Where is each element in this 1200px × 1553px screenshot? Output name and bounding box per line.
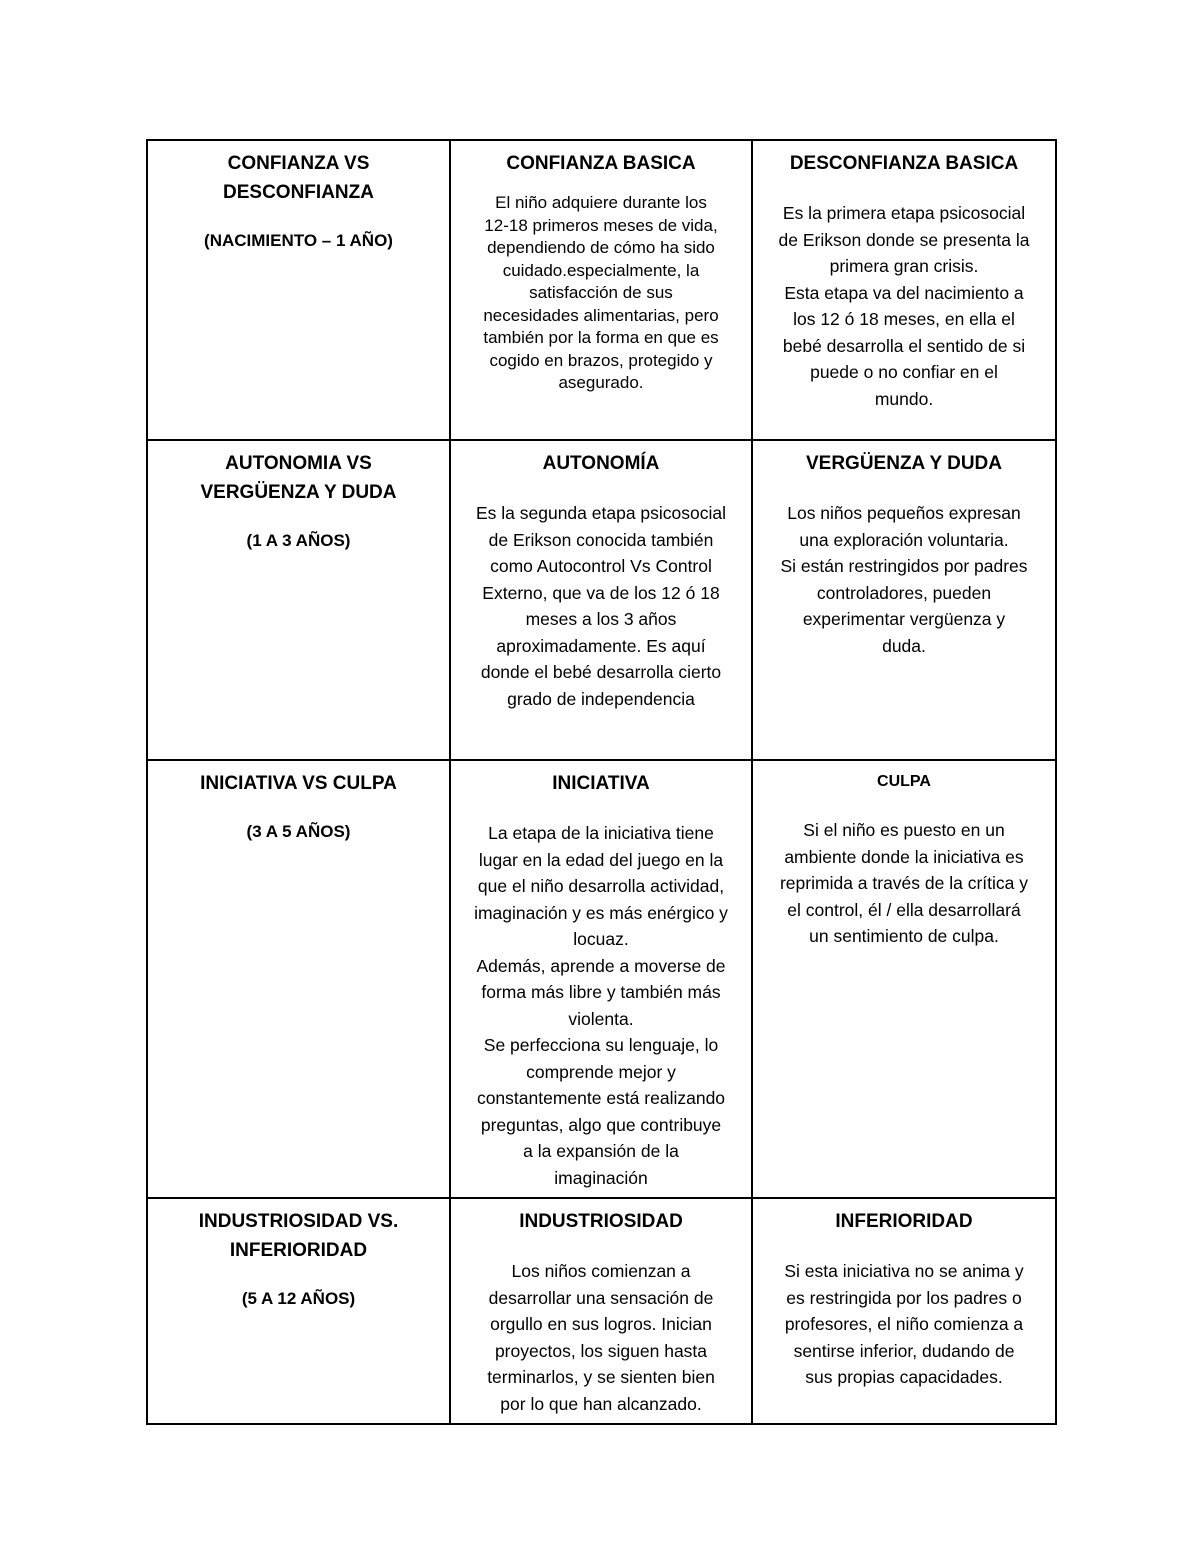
- positive-outcome-cell: [450, 440, 752, 760]
- stage-title: INDUSTRIOSIDAD VS. INFERIORIDAD: [198, 1211, 399, 1261]
- stage-age: (3 A 5 AÑOS): [246, 822, 351, 841]
- stage-age: (5 A 12 AÑOS): [241, 1289, 356, 1308]
- positive-text: El niño adquiere durante los 12-18 primeros meses de vida, dependiendo de cómo ha sido cuidado.especialmente, la satisfacción de sus necesidades alimentarias, pero también por la forma en que es cogido en brazos, protegido y asegurado.: [483, 193, 719, 392]
- positive-text: Es la segunda etapa psicosocial de Erikson conocida también como Autocontrol Vs Control Externo, que va de los 12 ó 18 meses a los 3 años aproximadamente. Es aquí donde el bebé desarrolla cierto grado de independencia: [475, 503, 727, 709]
- stage-cell: [147, 440, 450, 760]
- positive-text: Los niños comienzan a desarrollar una sensación de orgullo en sus logros. Inician proyectos, los siguen hasta terminarlos, y se sienten bien por lo que han alcanzado.: [487, 1261, 715, 1414]
- negative-outcome-cell: [752, 140, 1056, 440]
- negative-heading: INFERIORIDAD: [835, 1211, 973, 1232]
- table-row: [147, 1198, 1056, 1424]
- stage-title: AUTONOMIA VS VERGÜENZA Y DUDA: [200, 453, 397, 503]
- stage-age: (NACIMIENTO – 1 AÑO): [204, 231, 393, 250]
- stage-title: INICIATIVA VS CULPA: [200, 773, 397, 794]
- positive-outcome-cell: [450, 760, 752, 1198]
- negative-heading: VERGÜENZA Y DUDA: [805, 453, 1002, 474]
- negative-text: Si esta iniciativa no se anima y es restringida por los padres o profesores, el niño comienza a sentirse inferior, dudando de sus propias capacidades.: [784, 1261, 1024, 1387]
- positive-heading: INICIATIVA: [552, 773, 650, 794]
- positive-heading: CONFIANZA BASICA: [506, 153, 696, 174]
- erikson-stages-table: [146, 139, 1057, 1425]
- positive-outcome-cell: [450, 1198, 752, 1424]
- negative-text: Los niños pequeños expresan una exploración voluntaria. Si están restringidos por padres controladores, pueden experimentar vergüenza y duda.: [780, 503, 1028, 656]
- table-row: [147, 440, 1056, 760]
- stage-cell: [147, 140, 450, 440]
- negative-outcome-cell: [752, 1198, 1056, 1424]
- table-row: [147, 140, 1056, 440]
- positive-heading: INDUSTRIOSIDAD: [519, 1211, 683, 1232]
- negative-text: Es la primera etapa psicosocial de Erikson donde se presenta la primera gran crisis. Esta etapa va del nacimiento a los 12 ó 18 meses, en ella el bebé desarrolla el sentido de si puede o no confiar en el mundo.: [778, 203, 1030, 409]
- stage-cell: [147, 760, 450, 1198]
- negative-text: Si el niño es puesto en un ambiente donde la iniciativa es reprimida a través de la crítica y el control, él / ella desarrollará un sentimiento de culpa.: [779, 820, 1028, 946]
- negative-heading: DESCONFIANZA BASICA: [789, 153, 1019, 174]
- negative-outcome-cell: [752, 760, 1056, 1198]
- table-row: [147, 760, 1056, 1198]
- stage-age: (1 A 3 AÑOS): [246, 531, 351, 550]
- negative-outcome-cell: [752, 440, 1056, 760]
- positive-outcome-cell: [450, 140, 752, 440]
- negative-heading: CULPA: [877, 773, 931, 790]
- positive-heading: AUTONOMÍA: [542, 453, 660, 474]
- positive-text: La etapa de la iniciativa tiene lugar en la edad del juego en la que el niño desarrolla actividad, imaginación y es más enérgico y locuaz. Además, aprende a moverse de forma más libre y también más violenta. Se perfecciona su lenguaje, lo comprende mejor y constantemente está realizando preguntas, algo que contribuye a la expansión de la imaginación: [474, 823, 728, 1188]
- stage-cell: [147, 1198, 450, 1424]
- stage-title: CONFIANZA VS DESCONFIANZA: [223, 153, 374, 203]
